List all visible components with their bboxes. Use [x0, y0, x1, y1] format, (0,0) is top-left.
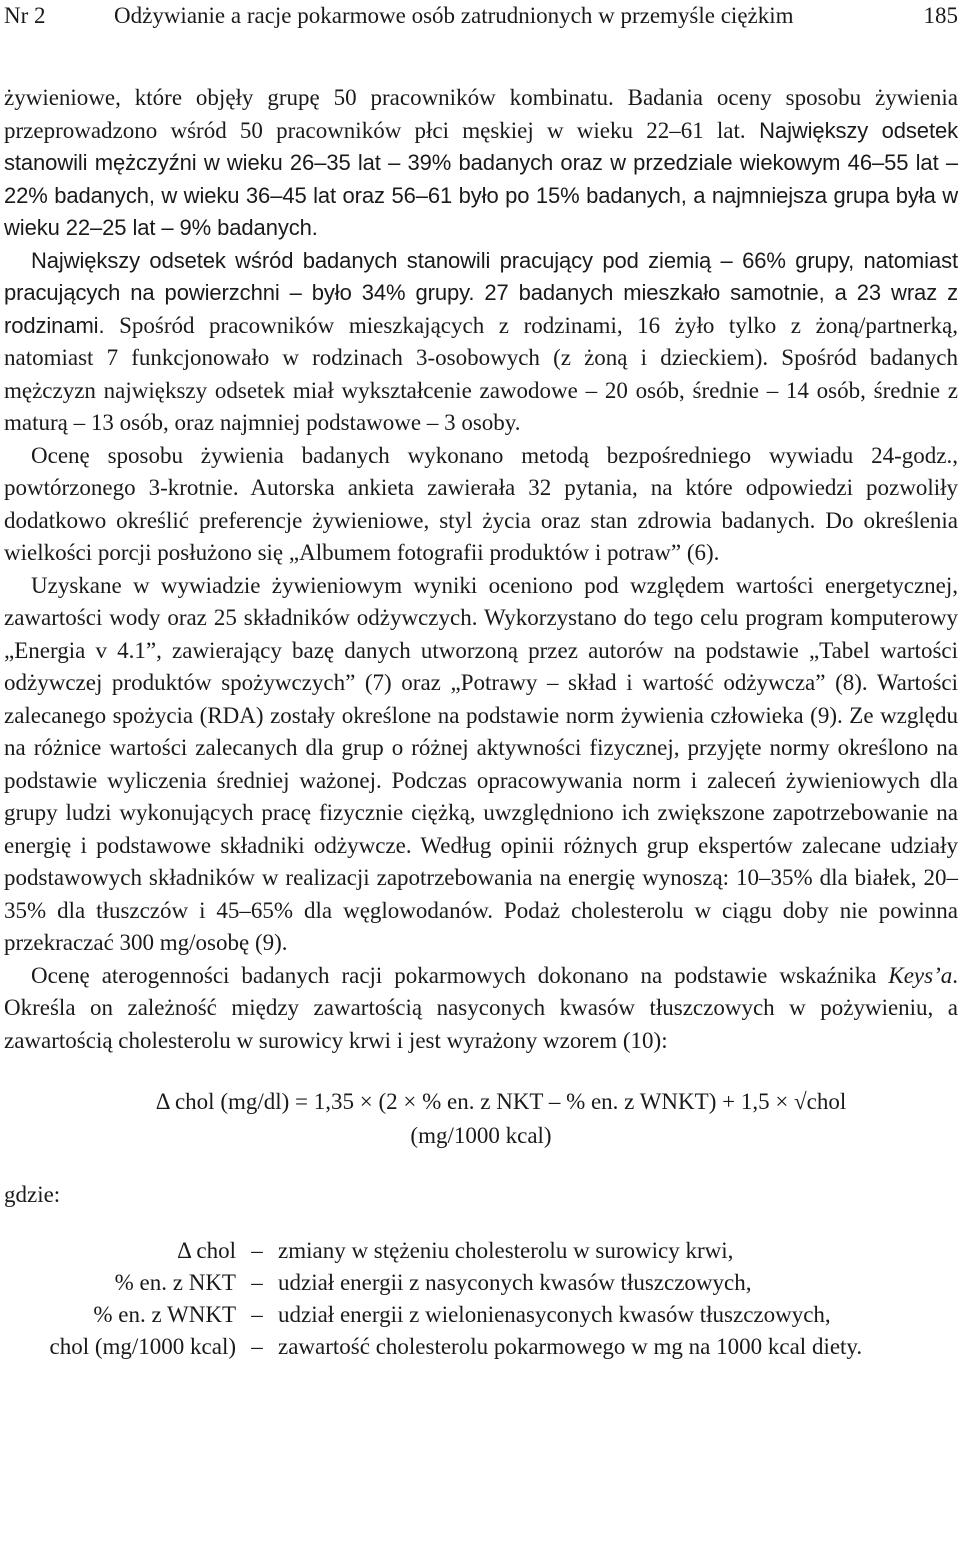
definition-term: Δ chol — [177, 1238, 236, 1263]
running-header — [4, 0, 958, 41]
definition-dash: – — [251, 1270, 263, 1295]
keys-index-name: Keys’a — [888, 962, 953, 988]
formula-line-1: Δ chol (mg/dl) = 1,35 × (2 × % en. z NKT – % en. z WNKT) + 1,5 × √chol — [155, 1089, 847, 1114]
definition-dash: – — [251, 1238, 263, 1263]
definition-description: zmiany w stężeniu cholesterolu w surowicy krwi, — [278, 1238, 734, 1263]
definition-dash: – — [251, 1334, 263, 1359]
paragraph-atherogenicity — [4, 960, 958, 1058]
definition-description: udział energii z nasyconych kwasów tłuszczowych, — [278, 1270, 752, 1295]
page — [4, 0, 958, 1359]
where-label: gdzie: — [4, 1182, 61, 1207]
definition-row — [4, 1235, 958, 1267]
definition-row — [4, 1331, 958, 1363]
definition-description: udział energii z wielonienasyconych kwasów tłuszczowych, — [278, 1302, 831, 1327]
paragraph-study-group — [4, 82, 958, 245]
definition-term: chol (mg/1000 kcal) — [49, 1334, 236, 1359]
definition-row — [4, 1299, 958, 1331]
article-body — [4, 82, 958, 1363]
definition-term: % en. z NKT — [114, 1270, 236, 1295]
paragraph-analysis: Uzyskane w wywiadzie żywieniowym wyniki oceniono pod względem wartości energetycznej, zawartości wody oraz 25 składników odżywczych. Wykorzystano do tego celu program komputerowy „Energia v 4.1”, zawierający bazę danych utworzoną przez autorów na podstawie „Tabel wartości odżywczej produktów spożywczych” (7) oraz „Potrawy – skład i wartość odżywcza” (8). Wartości zalecanego spożycia (RDA) zostały określone na podstawie norm żywienia człowieka (9). Ze względu na różnice wartości zalecanych dla grup o różnej aktywności fizycznej, przyjęte normy określono na podstawie wyliczenia średniej ważonej. Podczas opracowywania norm i zaleceń żywieniowych dla grupy ludzi wykonujących pracę fizycznie ciężką, uwzględniono ich zwiększone zapotrzebowanie na energię i podstawowe składniki odżywcze. Według opinii różnych grup ekspertów zalecane udziały podstawowych składników w realizacji zapotrzebowania na energię wynoszą: 10–35% dla białek, 20–35% dla tłuszczów i 45–65% dla węglowodanów. Podaż cholesterolu w ciągu doby nie powinna przekraczać 300 mg/osobę (9). — [4, 572, 958, 955]
keys-formula — [4, 1085, 958, 1153]
paragraph-method: Ocenę sposobu żywienia badanych wykonano metodą bezpośredniego wywiadu 24-godz., powtórzonego 3-krotnie. Autorska ankieta zawierała 32 pytania, na które odpowiedzi pozwoliły dodatkowo określić preferencje żywieniowe, styl życia oraz stan zdrowia badanych. Do określenia wielkości porcji posłużono się „Albumem fotografii produktów i potraw” (6). — [4, 442, 958, 565]
running-title: Odżywianie a racje pokarmowe osób zatrudnionych w przemyśle ciężkim — [114, 3, 794, 28]
paragraph-text: żywieniowe, które objęły grupę 50 pracowników kombinatu. Badania oceny sposobu żywienia przeprowadzono wśród 50 pracowników płci męskiej w wieku 22–61 lat. — [4, 85, 958, 143]
paragraph-text-family-education: Spośród pracowników mieszkających z rodzinami, 16 żyło tylko z żoną/partnerką, natomiast 7 funkcjonowało w rodzinach 3-osobowych (z żoną i dzieckiem). Spośród badanych mężczyzn największy odsetek miał wykształcenie zawodowe – 20 osób, średnie – 14 osób, średnie z maturą – 13 osób, oraz najmniej podstawowe – 3 osoby. — [4, 312, 958, 435]
paragraph-text: Ocenę aterogenności badanych racji pokarmowych dokonano na podstawie wskaźnika — [31, 962, 889, 988]
definition-row — [4, 1267, 958, 1299]
issue-number: Nr 2 — [4, 3, 46, 28]
definition-term: % en. z WNKT — [93, 1302, 236, 1327]
definitions-list — [4, 1235, 958, 1363]
paragraph-text-workplace: Największy odsetek wśród badanych stanowili pracujący pod ziemią – 66% grupy, natomiast pracujących na powierzchni – było 34% grupy. 27 badanych mieszkało samotnie, a 23 wraz z rodzinami. — [4, 247, 958, 338]
page-number: 185 — [923, 3, 958, 28]
formula-line-2: (mg/1000 kcal) — [410, 1123, 552, 1148]
paragraph-text-age-distribution: Największy odsetek stanowili mężczyźni w wieku 26–35 lat – 39% badanych oraz w przedziale wiekowym 46–55 lat – 22% badanych, w wieku 36–45 lat oraz 56–61 było po 15% badanych, a najmniejsza grupa była w wieku 22–25 lat – 9% badanych. — [4, 117, 958, 240]
definition-description: zawartość cholesterolu pokarmowego w mg na 1000 kcal diety. — [278, 1334, 863, 1359]
paragraph-text: . Określa on zależność między zawartością nasyconych kwasów tłuszczowych w pożywieniu, a zawartością cholesterolu w surowicy krwi i jest wyrażony wzorem (10): — [4, 962, 958, 1053]
paragraph-work-living — [4, 245, 958, 440]
definition-dash: – — [251, 1302, 263, 1327]
